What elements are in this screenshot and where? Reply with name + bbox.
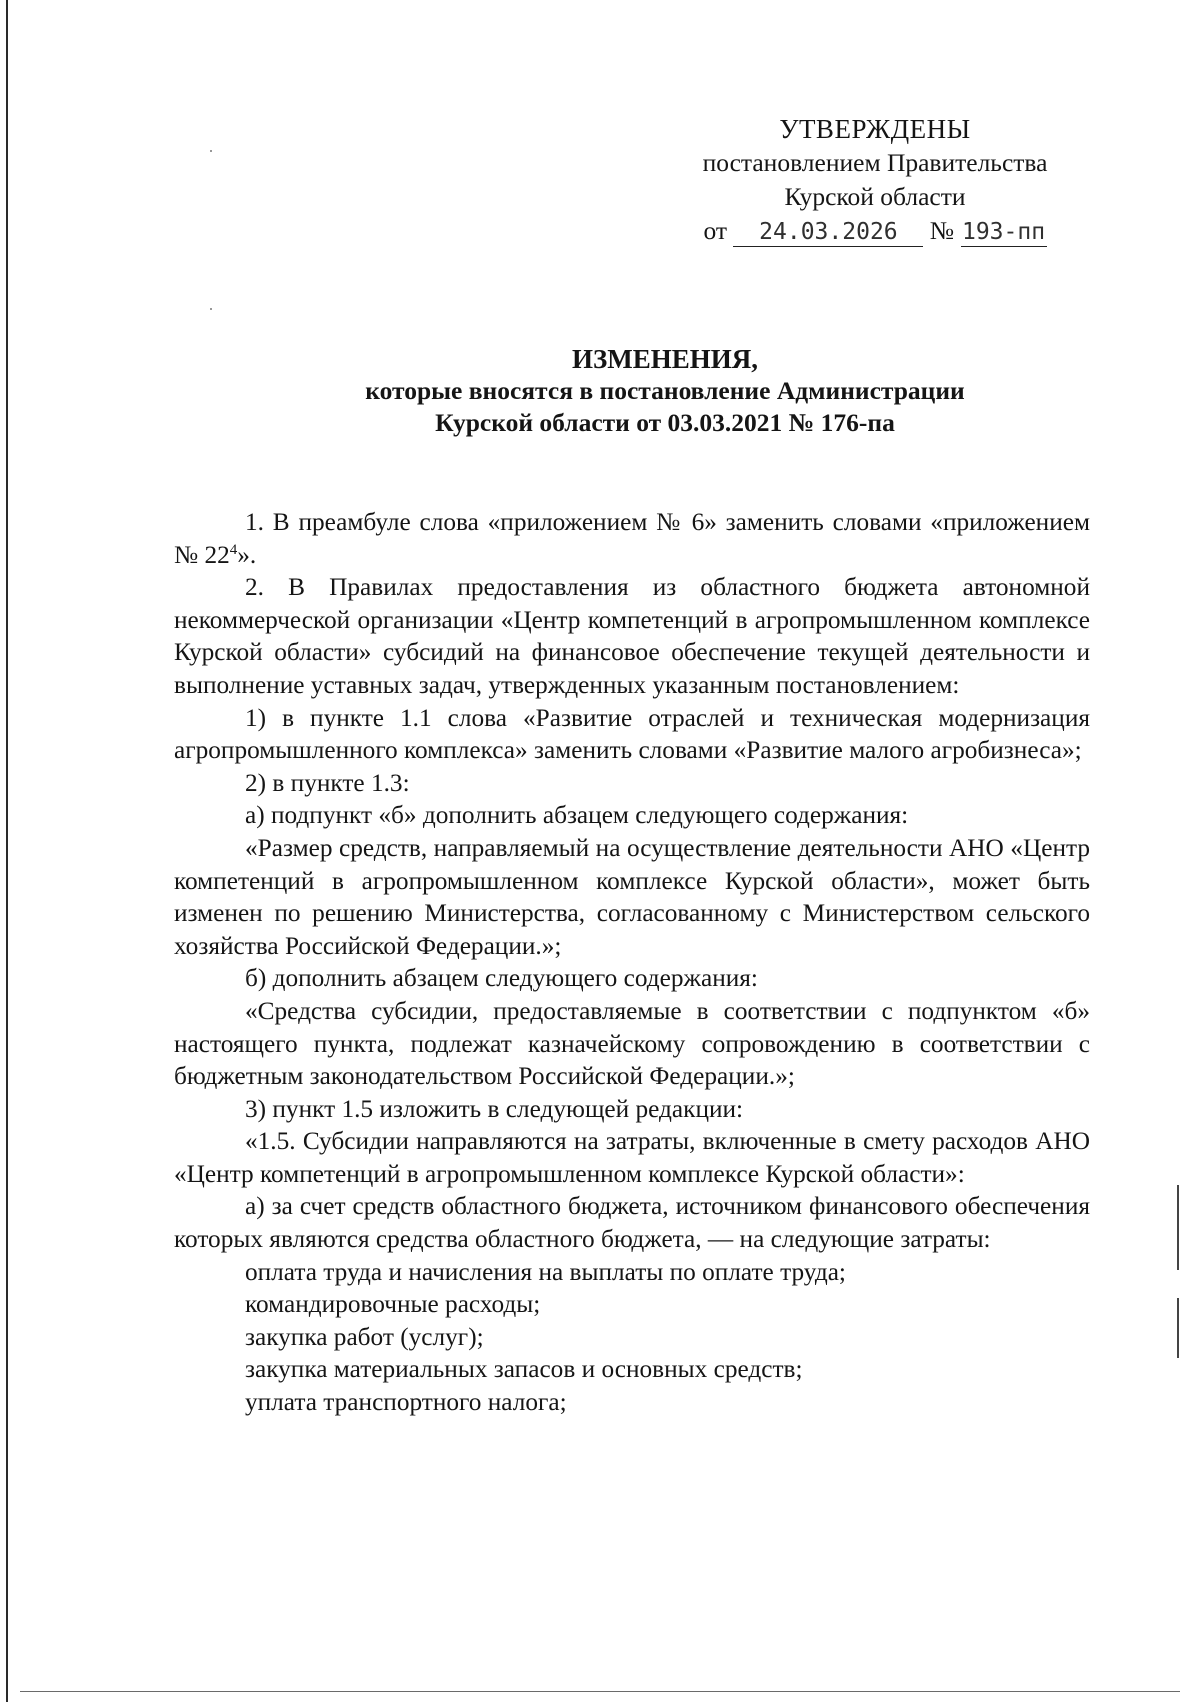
approval-number: 193-пп: [961, 219, 1046, 245]
paragraph-9: 3) пункт 1.5 изложить в следующей редакции:: [245, 1094, 744, 1123]
approval-line-2: Курской области: [784, 182, 966, 211]
list-item: оплата труда и начисления на выплаты по оплате труда;: [245, 1257, 846, 1286]
paragraph-6: «Размер средств, направляемый на осуществление деятельности АНО «Центр компетенций в агропромышленном комплексе Курской области», может быть изменен по решению Министерства, согласованному с Министерством сельского хозяйства Российской Федерации.»;: [174, 833, 1090, 960]
heading-line-2: которые вносятся в постановление Администрации: [365, 376, 965, 405]
list-item: закупка материальных запасов и основных средств;: [245, 1355, 803, 1384]
scan-speck: [210, 308, 212, 310]
superscript: 4: [229, 541, 238, 558]
approval-block: [640, 112, 1110, 248]
list-item: уплата транспортного налога;: [245, 1388, 567, 1417]
paragraph-1-end: ».: [237, 540, 257, 569]
paragraph-8: «Средства субсидии, предоставляемые в соответствии с подпунктом «б» настоящего пункта, подлежат казначейскому сопровождению в соответствии с бюджетным законодательством Российской Федерации.»;: [174, 996, 1090, 1091]
approval-title: УТВЕРЖДЕНЫ: [779, 114, 971, 144]
approval-line-1: постановлением Правительства: [702, 148, 1048, 177]
scan-right-edge: [1177, 1185, 1179, 1270]
paragraph-5: а) подпункт «б» дополнить абзацем следующего содержания:: [245, 801, 909, 830]
paragraph-10: «1.5. Субсидии направляются на затраты, включенные в смету расходов АНО «Центр компетенций в агропромышленном комплексе Курской области»:: [174, 1127, 1090, 1188]
document-heading: [130, 343, 1200, 439]
paragraph-1: [174, 506, 1090, 571]
paragraph-2: 2. В Правилах предоставления из областного бюджета автономной некоммерческой организации «Центр компетенций в агропромышленном комплексе Курской области» субсидий на финансовое обеспечение текущей деятельности и выполнение уставных задач, утвержденных указанным постановлением:: [174, 573, 1090, 699]
scan-bottom-edge: [20, 1691, 1180, 1692]
scan-left-edge: [6, 0, 8, 1702]
list-item: закупка работ (услуг);: [245, 1322, 484, 1351]
paragraph-11: а) за счет средств областного бюджета, источником финансового обеспечения которых являются средства областного бюджета, — на следующие затраты:: [174, 1192, 1090, 1254]
scan-speck: [210, 150, 212, 152]
approval-date-line: [640, 214, 1110, 248]
number-prefix: №: [929, 216, 955, 245]
list-item: командировочные расходы;: [245, 1290, 541, 1319]
date-prefix: от: [703, 216, 728, 245]
paragraph-4: 2) в пункте 1.3:: [245, 768, 410, 797]
paragraph-1-text: 1. В преамбуле слова «приложением № 6» заменить словами «приложением № 22: [174, 508, 1090, 569]
approval-date: 24.03.2026: [733, 218, 923, 247]
document-body: [174, 506, 1090, 1419]
heading-title: ИЗМЕНЕНИЯ,: [571, 344, 758, 374]
paragraph-3: 1) в пункте 1.1 слова «Развитие отраслей и техническая модернизация агропромышленного комплекса» заменить словами «Развитие малого агробизнеса»;: [174, 703, 1090, 765]
heading-line-3: Курской области от 03.03.2021 № 176-па: [435, 408, 895, 437]
scan-right-edge: [1177, 1298, 1179, 1358]
paragraph-7: б) дополнить абзацем следующего содержания:: [245, 964, 758, 993]
